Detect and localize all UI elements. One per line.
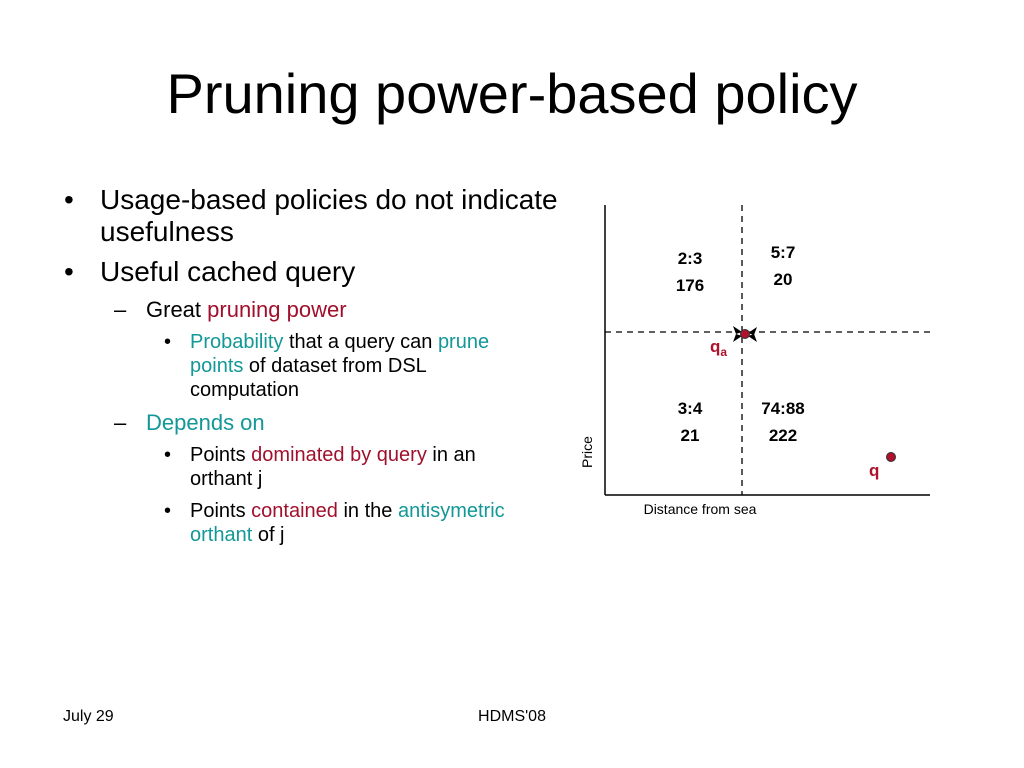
bullet-marker: • [64,256,74,287]
cell-top-right-count: 20 [773,270,793,289]
subbullet-text: Great [146,297,208,322]
highlight-probability: Probability [190,331,284,353]
dash-marker: – [114,410,127,435]
cell-bottom-left-count: 21 [680,426,700,445]
y-axis-label: Price [579,436,595,468]
bullet-text: Useful cached query [100,256,356,287]
bullet-marker: • [164,331,172,353]
q-point [887,453,896,462]
x-axis-label: Distance from sea [643,501,757,517]
highlight-pruning-power: pruning power [207,297,347,322]
footer-date: July 29 [63,708,114,725]
bullet-text: Usage-based policies do not indicate usefulness [100,184,558,247]
bullet-marker: • [164,444,172,466]
q-label: q [869,461,880,480]
cell-bottom-right-count: 222 [768,426,798,445]
qa-label: $q_a$ [710,337,728,359]
qa-point [741,330,750,339]
highlight-contained: contained [251,500,338,522]
cell-bottom-left-ratio: 3:4 [677,399,703,418]
text: in an orthant j [190,444,476,490]
dash-marker: – [114,297,127,322]
text: in the [337,500,398,522]
footer-conference: HDMS'08 [478,708,546,725]
cell-top-left-count: 176 [675,276,705,295]
highlight-dominated-by-query: dominated by query [251,444,427,466]
highlight-prune-points: prune points [190,331,490,377]
text: that a query can [283,331,438,353]
cell-top-right-ratio: 5:7 [770,243,796,262]
bullet-marker: • [164,500,172,522]
cell-top-left-ratio: 2:3 [677,249,703,268]
text: of j [252,524,285,546]
text: Points [190,444,252,466]
subbullet-text: Depends on [146,410,265,435]
cell-bottom-right-ratio: 74:88 [761,399,805,418]
text: of dataset from DSL computation [190,355,427,401]
bullet-marker: • [64,184,74,215]
highlight-antisymetric-orthant: antisymetric orthant [190,500,505,546]
text: Points [190,500,252,522]
slide-title: Pruning power-based policy [166,62,858,125]
